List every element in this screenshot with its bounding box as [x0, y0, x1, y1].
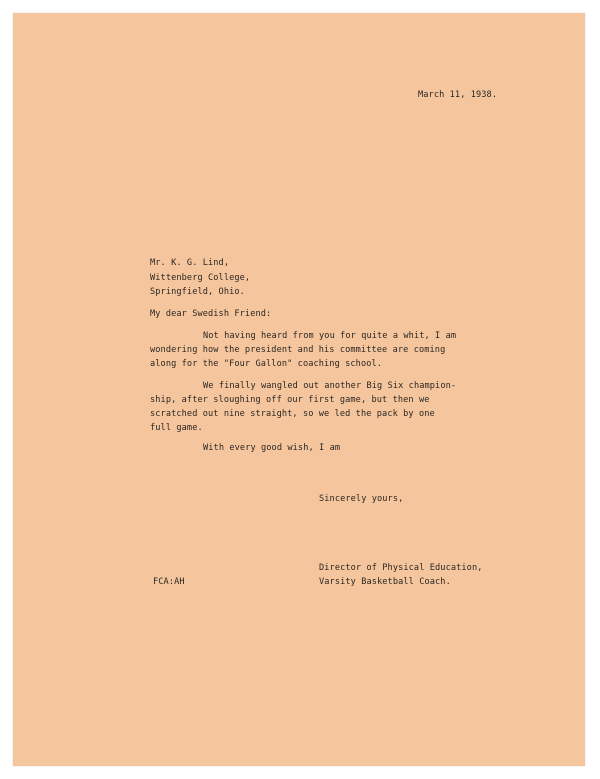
recipient-institution: Wittenberg College,	[150, 273, 251, 283]
paragraph-1-line: Not having heard from you for quite a whit, I am	[203, 331, 457, 341]
paragraph-2-line: scratched out nine straight, so we led the pack by one	[150, 409, 435, 419]
typist-initials: FCA:AH	[153, 577, 185, 587]
recipient-city: Springfield, Ohio.	[150, 287, 245, 297]
paragraph-1-line: wondering how the president and his committee are coming	[150, 345, 446, 355]
paragraph-2-line: ship, after sloughing off our first game, but then we	[150, 395, 430, 405]
salutation: My dear Swedish Friend:	[150, 309, 272, 319]
signature-title-line: Director of Physical Education,	[319, 563, 483, 573]
paragraph-1-line: along for the "Four Gallon" coaching school.	[150, 359, 383, 369]
paragraph-3-line: With every good wish, I am	[203, 443, 341, 453]
closing: Sincerely yours,	[319, 494, 404, 504]
paragraph-2-line: We finally wangled out another Big Six champion-	[203, 381, 457, 391]
recipient-name: Mr. K. G. Lind,	[150, 258, 230, 268]
signature-title-line: Varsity Basketball Coach.	[319, 577, 451, 587]
paragraph-2-line: full game.	[150, 423, 203, 433]
letter-page	[13, 13, 585, 766]
letter-date: March 11, 1938.	[418, 90, 498, 100]
